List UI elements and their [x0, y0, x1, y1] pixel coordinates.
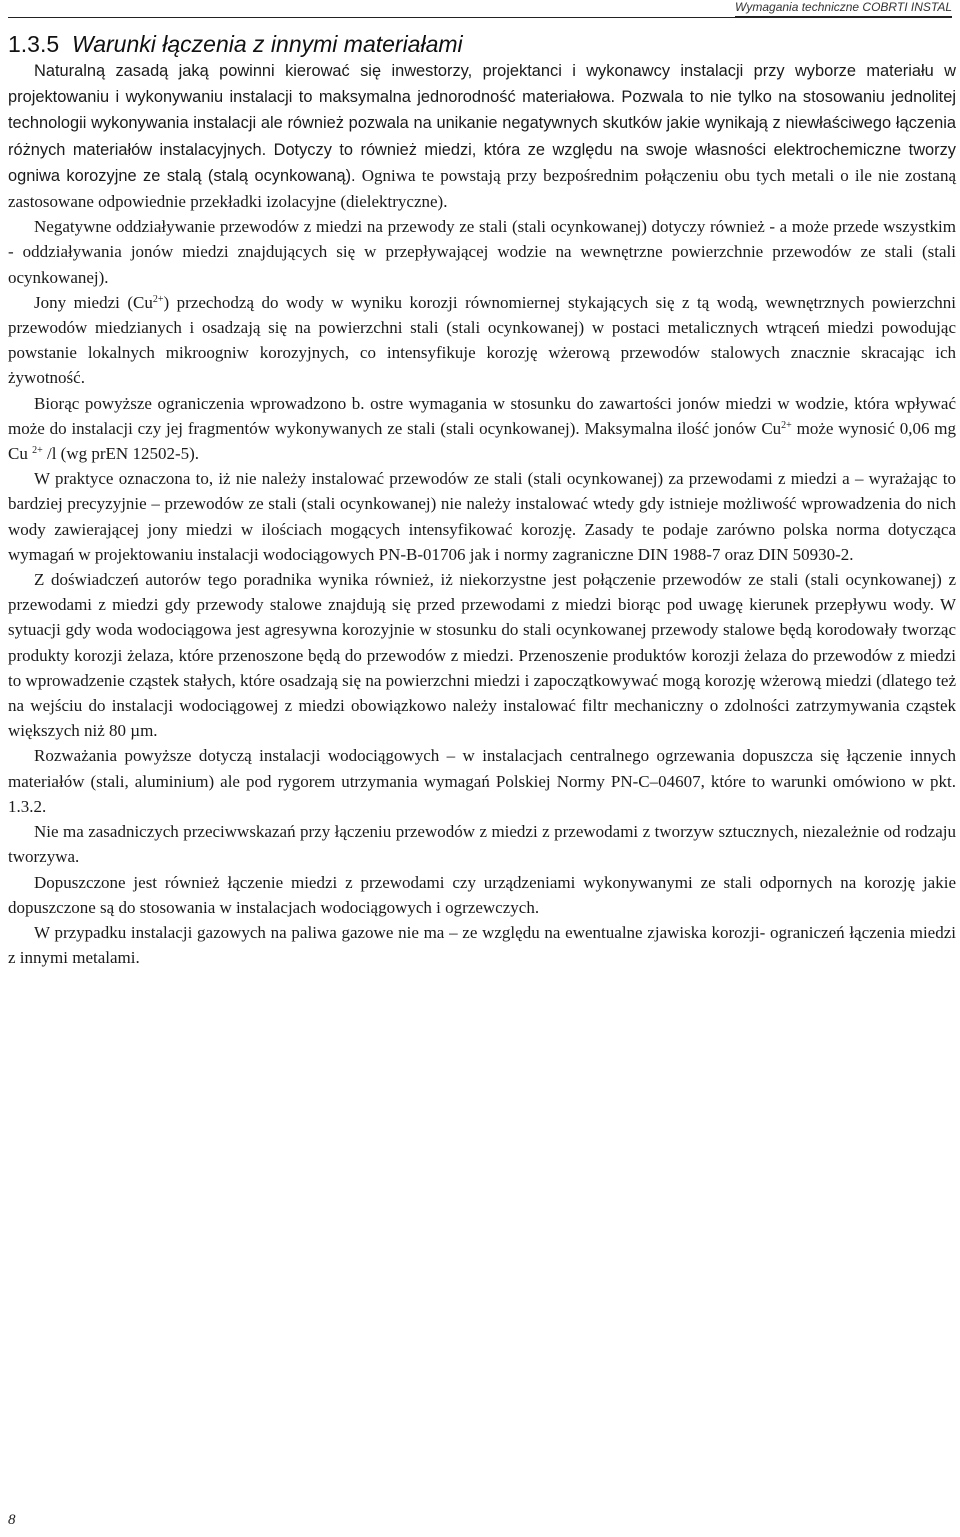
paragraph-1 [8, 58, 956, 214]
paragraph-10: W przypadku instalacji gazowych na paliwa gazowe nie ma – ze względu na ewentualne zjawiska korozji- ograniczeń łączenia miedzi z innymi metalami. [8, 922, 956, 968]
paragraph-6: Z doświadczeń autorów tego poradnika wynika również, iż niekorzystne jest połączenie przewodów ze stali (stali ocynkowanej) z przewodami z miedzi gdy przewody stalowe znajdują się przed przewodami z miedzi biorąc pod uwagę kierunek przepływu wody. W sytuacji gdy woda wodociągowa jest agresywna korozyjnie w stosunku do stali ocynkowanej przewody stalowe będą korodowały tworząc produkty korozji żelaza, które przenoszone będą do przewodów z miedzi. Przenoszenie produktów korozji żelaza do przewodów z miedzi to wprowadzenie cząstek stałych, które osadzają się na powierzchni miedzi i zapoczątkowywać mogą korozję wżerową miedzi (dlatego też na wejściu do instalacji wodociągowej z miedzi obowiązkowo należy instalować filtr mechaniczny o zdolności zatrzymywania cząstek większych niż 80 µm. [8, 570, 956, 741]
paragraph-1-sans-run: Naturalną zasadą jaką powinni kierować się inwestorzy, projektanci i wykonawcy instalacji przy wyborze materiału w projektowaniu i wykonywaniu instalacji to maksymalna jednorodność materiałowa. Pozwala to nie tylko na stosowaniu jednolitej technologii wykonywania instalacji ale również pozwala na unikanie negatywnych skutków jakie wynikają z niewłaściwego łączenia różnych materiałów instalacyjnych. Dotyczy to również miedzi, która ze względu na swoje własności elektrochemiczne tworzy ogniwa korozyjne ze stalą (stalą ocynkowaną). [8, 62, 956, 185]
paragraph-4-text-c: /l (wg prEN 12502-5). [42, 444, 200, 464]
header-rule [8, 17, 952, 18]
paragraph-2: Negatywne oddziaływanie przewodów z miedzi na przewody ze stali (stali ocynkowanej) dotyczy również - a może przede wszystkim - oddziaływania jonów miedzi znajdujących się w przepływającej wodzie na wewnętrzne powierzchnie przewodów ze stali (stali ocynkowanej). [8, 217, 956, 287]
page-number: 8 [8, 1512, 16, 1528]
section-title: Warunki łączenia z innymi materiałami [71, 31, 463, 57]
paragraph-4-text-b: może wynosić 0,06 mg Cu [8, 418, 956, 464]
paragraph-4-text-a: Biorąc powyższe ograniczenia wprowadzono b. ostre wymagania w stosunku do zawartości jonów miedzi w wodzie, która wpływać może do instalacji czy jej fragmentów wykonywanych ze stali (stali ocynkowanej). Maksymalna ilość jonów Cu [8, 393, 956, 438]
paragraph-7: Rozważania powyższe dotyczą instalacji wodociągowych – w instalacjach centralnego ogrzewania dopuszcza się łączenie innych materiałów (stali, aluminium) ale pod rygorem utrzymania wymagań Polskiej Normy PN-C–04607, które to warunki omówiono w pkt. 1.3.2. [8, 746, 956, 816]
body-text [8, 58, 956, 970]
paragraph-3-text-a: Jony miedzi (Cu [34, 292, 153, 312]
superscript: 2+ [152, 293, 164, 305]
superscript: 2+ [32, 445, 43, 457]
paragraph-9: Dopuszczone jest również łączenie miedzi z przewodami czy urządzeniami wykonywanymi ze stali odpornych na korozję jakie dopuszczone są do stosowania w instalacjach wodociągowych i ogrzewczych. [8, 872, 956, 917]
paragraph-1-serif-run: Ogniwa te powstają przy bezpośrednim połączeniu obu tych metali o ile nie zostaną zastosowane odpowiednie przekładki izolacyjne (dielektryczne). [8, 165, 956, 212]
section-number: 1.3.5 [8, 31, 60, 57]
paragraph-4 [8, 391, 956, 467]
section-heading [8, 30, 463, 58]
paragraph-5: W praktyce oznaczona to, iż nie należy instalować przewodów ze stali (stali ocynkowanej) za przewodami z miedzi a – wyrażając to bardziej precyzyjnie – przewodów ze stali (stali ocynkowanej) nie należy instalować wtedy gdy istnieje możliwość wprowadzenia do nich wody zawierającej jony miedzi w ilościach mogących intensyfikować korozję. Zasady te podaje zarówno polska norma dotycząca wymagań w projektowaniu instalacji wodociągowych PN-B-01706 jak i normy zagraniczne DIN 1988-7 oraz DIN 50930-2. [8, 469, 956, 564]
paragraph-8: Nie ma zasadniczych przeciwwskazań przy łączeniu przewodów z miedzi z przewodami z tworzyw sztucznych, niezależnie od rodzaju tworzywa. [8, 822, 956, 867]
paragraph-3-text-b: ) przechodzą do wody w wyniku korozji równomiernej stykających się z tą wodą, wewnętrznych powierzchni przewodów miedzianych i osadzają się na powierzchni stali (stali ocynkowanej) w postaci metalicznych wtrąceń miedzi powodując powstanie lokalnych mikroogniw korozyjnych, co intensyfikuje korozję wżerową przewodów stalowych znacznie skracając ich żywotność. [8, 292, 956, 388]
running-head: Wymagania techniczne COBRTI INSTAL [735, 0, 952, 17]
superscript: 2+ [781, 419, 792, 431]
paragraph-3 [8, 290, 956, 391]
